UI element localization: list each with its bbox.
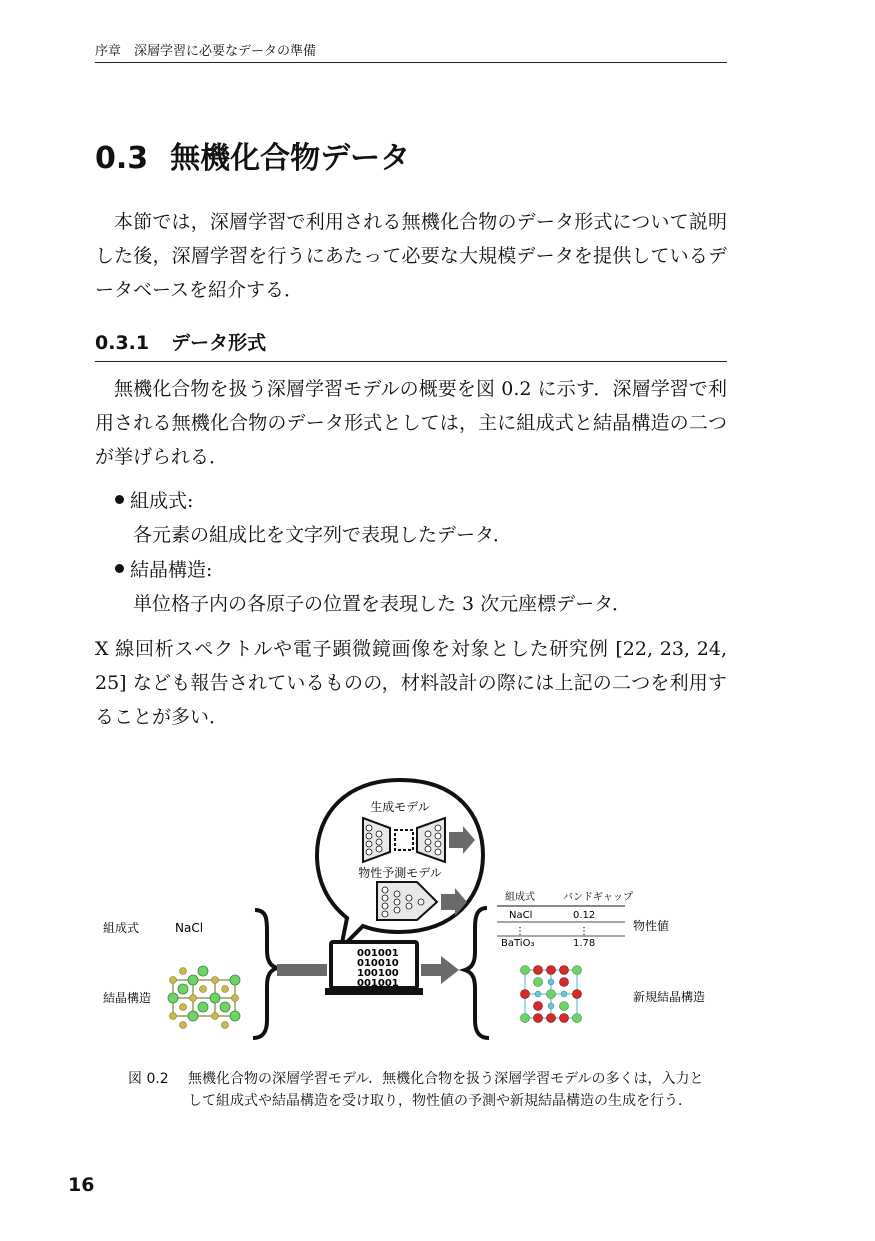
- arrow-output-icon: [421, 956, 459, 984]
- paragraph-other-data: X 線回析スペクトルや電子顕微鏡画像を対象とした研究例 [22, 23, 24, 25] なども報告されているものの，材料設計の際には上記の二つを利用することが多い．: [95, 638, 727, 728]
- label-input-formula: 組成式: [103, 921, 140, 935]
- bullet-item: [115, 484, 193, 518]
- table-header-formula: 組成式: [505, 892, 535, 903]
- paragraph-intro: 本節では，深層学習で利用される無機化合物のデータ形式について説明した後，深層学習を行うにあたって必要な大規模データを提供しているデータベースを紹介する．: [95, 211, 727, 301]
- figure-deep-learning-model: [95, 770, 727, 1050]
- label-output-structure: 新規結晶構造: [633, 990, 706, 1004]
- bullet-term: 結晶構造:: [130, 559, 213, 581]
- binary-line: 001001: [357, 978, 399, 989]
- section-heading: [95, 133, 410, 177]
- bullet-icon: [115, 564, 124, 573]
- output-crystal-structure: [521, 966, 582, 1023]
- label-generative-model: 生成モデル: [370, 800, 430, 814]
- table-cell-formula: ⋮: [515, 926, 525, 937]
- left-brace: [253, 910, 277, 1038]
- input-crystal-structure: [168, 966, 240, 1029]
- table-cell-formula: BaTiO₃: [501, 938, 535, 949]
- table-cell-value: ⋮: [579, 926, 589, 937]
- caption-number: 図 0.2: [128, 1071, 169, 1087]
- binary-line: 001001: [357, 948, 399, 959]
- label-output-property: 物性値: [633, 919, 670, 933]
- table-cell-value: 0.12: [573, 910, 596, 921]
- header-rule: [95, 62, 727, 63]
- binary-line: 010010: [357, 958, 399, 969]
- input-formula-value: NaCl: [175, 921, 204, 935]
- subsection-number: 0.3.1: [95, 332, 150, 354]
- table-cell-formula: NaCl: [509, 910, 533, 921]
- right-brace: [465, 908, 489, 1038]
- bullet-item: [115, 553, 212, 587]
- subsection-heading: [95, 328, 266, 355]
- binary-line: 100100: [357, 968, 399, 979]
- caption-text: 無機化合物の深層学習モデル．無機化合物を扱う深層学習モデルの多くは，入力として組成式や結晶構造を受け取り，物性値の予測や新規結晶構造の生成を行う．: [188, 1071, 704, 1109]
- table-cell-value: 1.78: [573, 938, 596, 949]
- subsection-title: データ形式: [171, 332, 267, 354]
- label-input-structure: 結晶構造: [103, 991, 152, 1005]
- page-number: 16: [68, 1174, 95, 1196]
- bullet-icon: [115, 495, 124, 504]
- section-number: 0.3: [95, 141, 149, 176]
- property-table: [497, 890, 633, 949]
- arrow-input-shaft: [277, 964, 327, 976]
- label-predictive-model: 物性予測モデル: [358, 866, 442, 880]
- bullet-term: 組成式:: [130, 490, 194, 512]
- bullet-description: 各元素の組成比を文字列で表現したデータ．: [133, 524, 512, 546]
- section-title: 無機化合物データ: [170, 141, 411, 176]
- table-header-bandgap: バンドギャップ: [563, 892, 633, 903]
- running-head: 序章 深層学習に必要なデータの準備: [95, 44, 317, 59]
- bullet-description: 単位格子内の各原子の位置を表現した 3 次元座標データ．: [133, 593, 632, 615]
- paragraph-data-format: 無機化合物を扱う深層学習モデルの概要を図 0.2 に示す．深層学習で利用される無機化合物のデータ形式としては，主に組成式と結晶構造の二つが挙げられる．: [95, 378, 727, 468]
- subsection-rule: [95, 361, 727, 362]
